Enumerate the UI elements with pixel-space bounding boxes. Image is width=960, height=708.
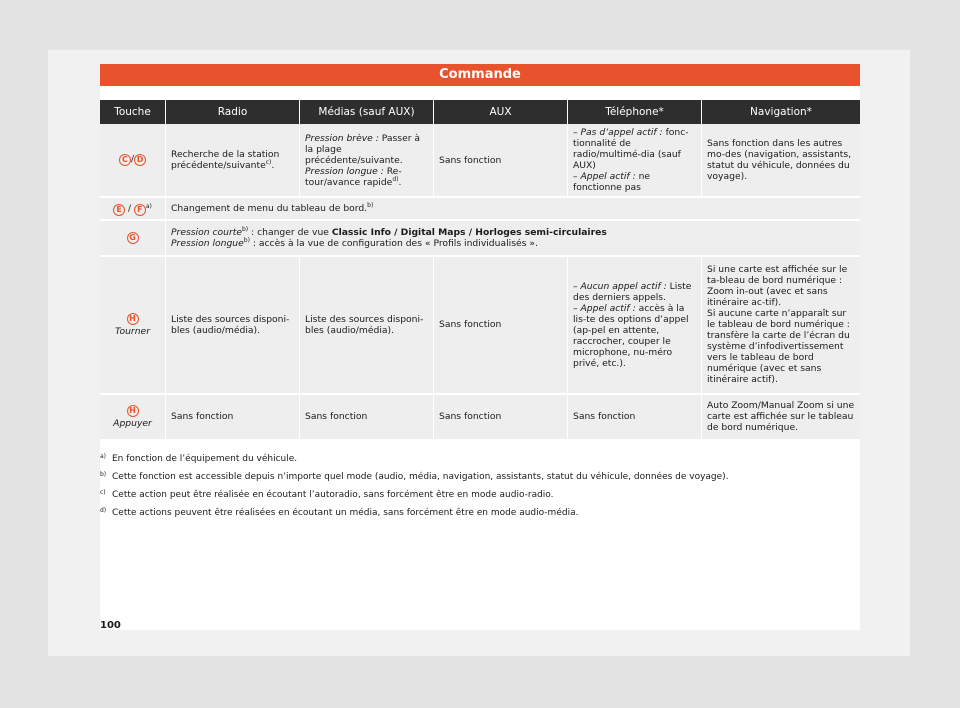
key-c-icon: C (119, 154, 131, 166)
footnote-text: Cette fonction est accessible depuis n’importe quel mode (audio, média, navigation, assistants, statut du véhicule, données de voyage). (112, 472, 729, 482)
key-cell (100, 198, 166, 221)
key-separator: / (125, 204, 134, 215)
all-modes-cell (166, 221, 860, 257)
footnote-ref: a) (145, 203, 152, 210)
cell-text-end: . (271, 160, 275, 171)
footnote-ref: b) (243, 236, 250, 244)
cell-label: – Pas d’appel actif : (573, 127, 663, 138)
footnote-ref: b) (367, 201, 374, 209)
all-modes-cell (166, 198, 860, 221)
radio-cell (166, 124, 300, 198)
phone-cell: Sans fonction (568, 395, 702, 441)
footnote (100, 508, 860, 519)
column-header-medias: Médias (sauf AUX) (300, 100, 434, 124)
aux-cell: Sans fonction (434, 395, 568, 441)
aux-cell: Sans fonction (434, 124, 568, 198)
table-header-row (100, 100, 860, 124)
radio-cell: Liste des sources disponi-bles (audio/média). (166, 257, 300, 395)
media-cell: Liste des sources disponi-bles (audio/média). (300, 257, 434, 395)
key-cell (100, 221, 166, 257)
footnote (100, 490, 860, 501)
cell-text: accès à la lis-te des options d’appel (ap-pel en attente, raccrocher, couper le microphone, nu-méro privé, etc.). (573, 302, 689, 369)
nav-cell: Auto Zoom/Manual Zoom si une carte est affichée sur le tableau de bord numérique. (702, 395, 860, 441)
key-cell (100, 124, 166, 198)
table-row (100, 124, 860, 198)
key-h-icon: H (127, 313, 139, 325)
footnote-ref: d) (392, 175, 399, 183)
column-header-navigation: Navigation* (702, 100, 860, 124)
cell-label: – Appel actif : (573, 302, 636, 314)
key-action-label: Tourner (115, 325, 150, 337)
cell-text: Changement de menu du tableau de bord. (171, 202, 368, 214)
footnotes (100, 454, 860, 526)
column-header-telephone: Téléphone* (568, 100, 702, 124)
key-separator: / (130, 154, 135, 165)
nav-cell (702, 257, 860, 395)
key-d-icon: D (134, 154, 146, 166)
footnote-ref: b) (242, 225, 249, 233)
controls-table (100, 100, 860, 441)
column-header-touche: Touche (100, 100, 166, 124)
cell-text: ne fonctionne pas (573, 171, 651, 193)
column-header-radio: Radio (166, 100, 300, 124)
media-cell: Sans fonction (300, 395, 434, 441)
footnote-mark: d) (100, 507, 107, 514)
key-cell (100, 257, 166, 395)
footnote-mark: c) (100, 489, 106, 496)
cell-text: Passer à la plage précédente/suivante. (305, 132, 421, 166)
footnote-mark: b) (100, 471, 107, 478)
phone-cell (568, 124, 702, 198)
cell-text: Recherche de la station précédente/suivante (171, 149, 280, 171)
phone-cell (568, 257, 702, 395)
cell-label: – Aucun appel actif : (573, 280, 667, 292)
footnote (100, 472, 860, 483)
key-cell (100, 395, 166, 441)
key-g-icon: G (127, 232, 139, 244)
cell-label: Pression courte (171, 226, 242, 238)
table-row (100, 257, 860, 395)
footnote-text: Cette action peut être réalisée en écoutant l’autoradio, sans forcément être en mode audio-radio. (112, 490, 554, 500)
column-header-aux: AUX (434, 100, 568, 124)
cell-text: Liste des derniers appels. (573, 280, 692, 303)
footnote-ref: c) (265, 158, 272, 166)
cell-paragraph: Si aucune carte n’apparaît sur le tableau de bord numérique : transfère la carte de l’écran du système d’infodivertissement vers le tableau de bord numérique (avec et sans itinéraire actif). (707, 308, 850, 386)
key-h-icon: H (127, 405, 139, 417)
table-row (100, 198, 860, 221)
cell-text: Re-tour/avance rapide (305, 165, 402, 188)
table-row (100, 395, 860, 441)
radio-cell: Sans fonction (166, 395, 300, 441)
section-title: Commande (100, 64, 860, 86)
page-number: 100 (100, 620, 121, 631)
footnote-mark: a) (100, 453, 107, 460)
cell-text-end: . (398, 176, 402, 188)
cell-text: : changer de vue (248, 226, 332, 238)
view-names: Classic Info / Digital Maps / Horloges semi-circulaires (331, 226, 607, 238)
cell-text: fonc-tionnalité de radio/multimé-dia (sauf AUX) (573, 127, 689, 171)
cell-paragraph: Si une carte est affichée sur le ta-bleau de bord numérique : Zoom in-out (avec et sans itinéraire ac-tif). (707, 264, 848, 309)
cell-label: Pression longue (171, 237, 244, 249)
media-cell (300, 124, 434, 198)
aux-cell: Sans fonction (434, 257, 568, 395)
key-e-icon: E (113, 204, 125, 216)
nav-cell: Sans fonction dans les autres mo-des (navigation, assistants, statut du véhicule, données du voyage). (702, 124, 860, 198)
key-f-icon: F (134, 204, 146, 216)
table-row (100, 221, 860, 257)
cell-label: Pression longue : (305, 165, 384, 177)
footnote-text: Cette actions peuvent être réalisées en écoutant un média, sans forcément être en mode audio-média. (112, 508, 579, 518)
cell-text: : accès à la vue de configuration des « Profils individualisés ». (249, 237, 538, 249)
cell-label: Pression brève : (305, 132, 379, 144)
footnote-text: En fonction de l’équipement du véhicule. (112, 454, 298, 464)
footnote (100, 454, 860, 465)
key-action-label: Appuyer (113, 417, 152, 429)
cell-label: – Appel actif : (573, 171, 636, 182)
